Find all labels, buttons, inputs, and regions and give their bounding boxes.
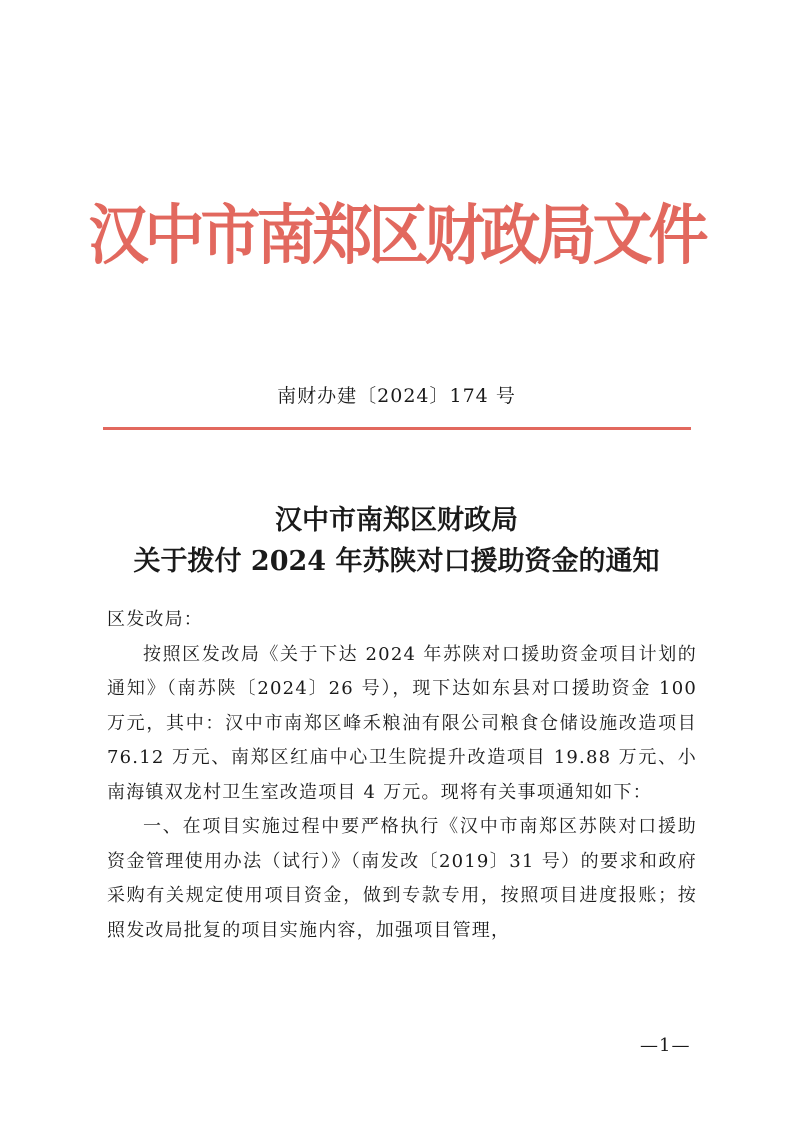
document-title	[0, 500, 793, 582]
red-divider	[103, 427, 691, 430]
title-line-1: 汉中市南郑区财政局	[275, 505, 518, 536]
title-line-2: 关于拨付 2024 年苏陕对口援助资金的通知	[133, 546, 660, 577]
salutation: 区发改局：	[107, 609, 203, 630]
paragraph-2: 一、在项目实施过程中要严格执行《汉中市南郑区苏陕对口援助资金管理使用办法（试行）》（南发改〔2019〕31 号）的要求和政府采购有关规定使用项目资金，做到专款专用，按照项目进度报账；按照发改局批复的项目实施内容，加强项目管理，	[107, 816, 697, 941]
page-number: —1—	[640, 1035, 691, 1056]
document-number: 南财办建〔2024〕174 号	[277, 385, 516, 407]
paragraph-1: 按照区发改局《关于下达 2024 年苏陕对口援助资金项目计划的通知》（南苏陕〔2024〕26 号），现下达如东县对口援助资金 100 万元，其中：汉中市南郑区峰禾粮油有限公司粮食仓储设施改造项目 76.12 万元、南郑区红庙中心卫生院提升改造项目 19.88 万元、小南海镇双龙村卫生室改造项目 4 万元。现将有关事项通知如下：	[107, 643, 697, 803]
document-masthead: 汉中市南郑区财政局文件	[88, 198, 705, 274]
document-body	[107, 603, 697, 948]
